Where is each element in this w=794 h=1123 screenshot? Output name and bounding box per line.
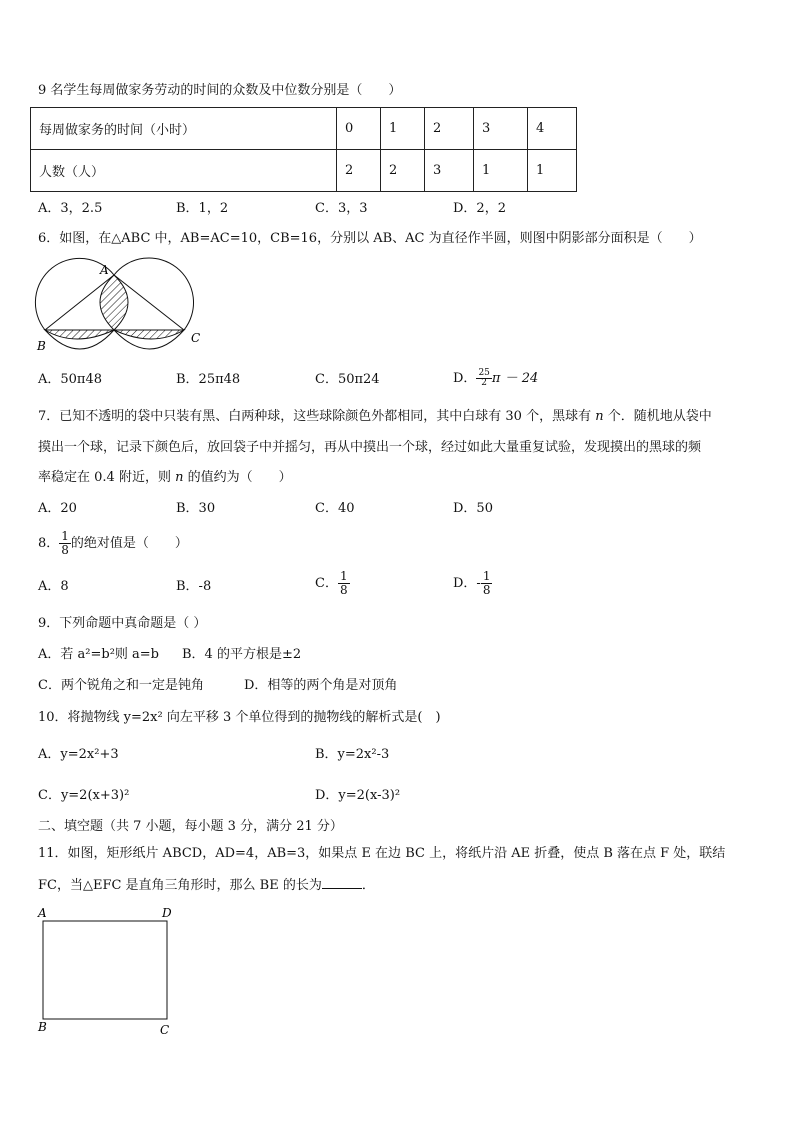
q7-line3-a: 率稳定在 0.4 附近，则 xyxy=(38,470,176,485)
table-cell: 3 xyxy=(474,108,528,150)
q8-stem xyxy=(38,530,188,557)
q7-line3-b: 的值约为（ ） xyxy=(183,470,292,485)
q11-line2-b: ． xyxy=(361,878,375,893)
q8-option-a: A．8 xyxy=(38,579,69,594)
q10-option-c: C．y=2(x+3)² xyxy=(38,788,130,803)
q8-prefix: 8． xyxy=(38,536,60,551)
table-cell: 每周做家务的时间（小时） xyxy=(31,108,337,150)
q8-option-d-num: 1 xyxy=(482,569,491,583)
table-cell: 人数（人） xyxy=(31,150,337,192)
q8-option-d-den: 8 xyxy=(482,583,491,597)
q6-option-d-tail: π － 24 xyxy=(491,371,539,386)
q7-option-c: C．40 xyxy=(315,501,355,516)
q7-option-d: D．50 xyxy=(453,501,493,516)
table-cell: 2 xyxy=(381,150,425,192)
q5-option-d: D．2，2 xyxy=(453,201,506,216)
q11-line1: 11．如图，矩形纸片 ABCD，AD=4，AB=3，如果点 E 在边 BC 上，将纸片沿 AE 折叠，使点 B 落在点 F 处，联结 xyxy=(38,846,726,861)
q8-num: 1 xyxy=(61,529,69,543)
q8-option-c-prefix: C． xyxy=(315,576,338,591)
q11-label-c: C xyxy=(160,1023,170,1037)
q5-option-b: B．1，2 xyxy=(176,201,229,216)
q7-line2: 摸出一个球，记录下颜色后，放回袋子中并摇匀，再从中摸出一个球，经过如此大量重复试验，发现摸出的黑球的频 xyxy=(38,440,702,455)
q8-option-c xyxy=(315,570,350,597)
q6-shaded-right xyxy=(114,330,184,339)
q7-var-n-2: n xyxy=(175,470,184,485)
q7-line1-b: 个．随机地从袋中 xyxy=(603,409,712,424)
table-cell: 2 xyxy=(337,150,381,192)
q7-option-a: A．20 xyxy=(38,501,77,516)
q8-option-c-den: 8 xyxy=(339,583,348,597)
q11-label-a: A xyxy=(38,906,47,920)
q6-option-d-den: 2 xyxy=(481,378,488,388)
section-heading: 二、填空题（共 7 小题，每小题 3 分，满分 21 分） xyxy=(38,819,343,834)
q11-rectangle xyxy=(43,921,167,1019)
q10-option-b: B．y=2x²-3 xyxy=(315,747,390,762)
q11-label-d: D xyxy=(162,906,172,920)
q6-stem: 6．如图，在△ABC 中，AB=AC=10，CB=16，分别以 AB、AC 为直径作半圆，则图中阴影部分面积是（ ） xyxy=(38,231,702,246)
q5-option-a: A．3，2.5 xyxy=(38,201,103,216)
q8-option-d xyxy=(453,570,492,597)
q7-line1-a: 7．已知不透明的袋中只装有黑、白两种球，这些球除颜色外都相同，其中白球有 30 个，黑球有 xyxy=(38,409,596,424)
q8-option-d-prefix: D．- xyxy=(453,576,481,591)
q7-option-b: B．30 xyxy=(176,501,216,516)
q5-stem: 9 名学生每周做家务劳动的时间的众数及中位数分别是（ ） xyxy=(38,83,402,98)
q7-line1 xyxy=(38,408,712,426)
table-cell: 0 xyxy=(337,108,381,150)
q8-stem-tail: 的绝对值是（ ） xyxy=(70,536,188,551)
q9-option-a: A．若 a²=b²则 a=b xyxy=(38,647,160,662)
q8-den: 8 xyxy=(61,543,69,557)
q7-var-n: n xyxy=(595,409,604,424)
q9-option-d: D．相等的两个角是对顶角 xyxy=(244,678,398,693)
q8-option-d-fraction xyxy=(481,570,493,597)
q6-label-c: C xyxy=(191,331,201,345)
q6-shaded-left xyxy=(45,330,114,339)
q6-option-b: B．25π48 xyxy=(176,372,241,387)
q8-option-c-num: 1 xyxy=(339,569,348,583)
q6-option-a: A．50π48 xyxy=(38,372,103,387)
table-cell: 3 xyxy=(425,150,474,192)
q11-line2-a: FC，当△EFC 是直角三角形时，那么 BE 的长为 xyxy=(38,878,322,893)
q6-label-a: A xyxy=(100,263,109,277)
q6-option-d-prefix: D． xyxy=(453,371,477,386)
q10-option-d: D．y=2(x-3)² xyxy=(315,788,401,803)
q6-option-d-num: 25 xyxy=(478,368,490,378)
q8-option-b: B．-8 xyxy=(176,579,212,594)
table-cell: 1 xyxy=(474,150,528,192)
q10-option-a: A．y=2x²+3 xyxy=(38,747,119,762)
q11-line2 xyxy=(38,876,375,895)
q5-option-c: C．3，3 xyxy=(315,201,368,216)
q9-option-c: C．两个锐角之和一定是钝角 xyxy=(38,678,204,693)
q7-line3 xyxy=(38,469,292,487)
q9-stem: 9．下列命题中真命题是（ ） xyxy=(38,616,207,631)
q6-option-d-fraction xyxy=(476,369,491,388)
q11-answer-blank[interactable] xyxy=(322,876,362,889)
table-cell: 1 xyxy=(528,150,577,192)
q6-label-b: B xyxy=(37,339,46,353)
q8-fraction xyxy=(59,530,71,557)
q8-option-c-fraction xyxy=(338,570,350,597)
q9-option-b: B．4 的平方根是±2 xyxy=(182,647,302,662)
table-cell: 4 xyxy=(528,108,577,150)
q6-option-c: C．50π24 xyxy=(315,372,380,387)
table-cell: 2 xyxy=(425,108,474,150)
table-cell: 1 xyxy=(381,108,425,150)
q10-stem: 10．将抛物线 y=2x² 向左平移 3 个单位得到的抛物线的解析式是( ) xyxy=(38,710,441,725)
q11-label-b: B xyxy=(38,1020,47,1034)
q6-option-d xyxy=(453,369,538,388)
